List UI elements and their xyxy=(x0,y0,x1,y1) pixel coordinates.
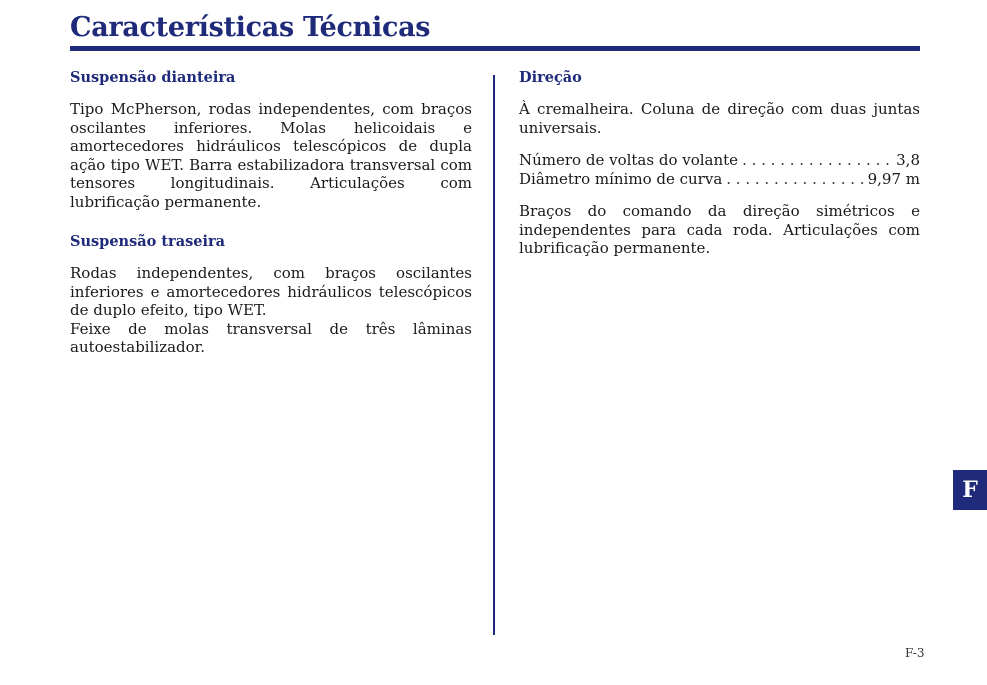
section-tab xyxy=(953,470,987,510)
front-suspension-text: Tipo McPherson, rodas independentes, com braços oscilantes inferiores. Molas helicoidais e amortecedores hidráulicos telescópicos de dupla ação tipo WET. Barra estabilizadora transversal com tensores longitudinais. Articulações com lubrificação permanente. xyxy=(70,100,472,211)
title-rule xyxy=(70,46,920,51)
dot-leader xyxy=(742,151,892,170)
front-suspension-heading: Suspensão dianteira xyxy=(70,69,236,86)
rear-suspension-text: Rodas independentes, com braços oscilantes inferiores e amortecedores hidráulicos telescópicos de duplo efeito, tipo WET. xyxy=(70,264,472,319)
right-column xyxy=(519,64,920,258)
rear-suspension-heading: Suspensão traseira xyxy=(70,233,226,250)
page-title: Características Técnicas xyxy=(70,12,431,43)
spec-value: 3,8 xyxy=(896,151,920,169)
steering-heading: Direção xyxy=(519,69,582,86)
spec-row-turns xyxy=(519,151,920,170)
steering-arms-text: Braços do comando da direção simétricos e independentes para cada roda. Articulações com lubrificação permanente. xyxy=(519,202,920,257)
column-divider xyxy=(493,75,495,635)
spec-label: Diâmetro mínimo de curva xyxy=(519,169,723,188)
steering-spec-list xyxy=(519,151,920,188)
dot-leader xyxy=(726,170,863,189)
page-number: F-3 xyxy=(905,646,925,660)
section-tab-letter: F xyxy=(962,477,978,503)
spec-value: 9,97 m xyxy=(867,169,920,188)
left-column xyxy=(70,64,472,357)
rear-suspension-text-2: Feixe de molas transversal de três lâminas autoestabilizador. xyxy=(70,319,472,356)
spec-label: Número de voltas do volante xyxy=(519,151,739,169)
spec-row-turning-diameter xyxy=(519,170,920,189)
steering-intro: À cremalheira. Coluna de direção com duas juntas universais. xyxy=(519,100,920,137)
